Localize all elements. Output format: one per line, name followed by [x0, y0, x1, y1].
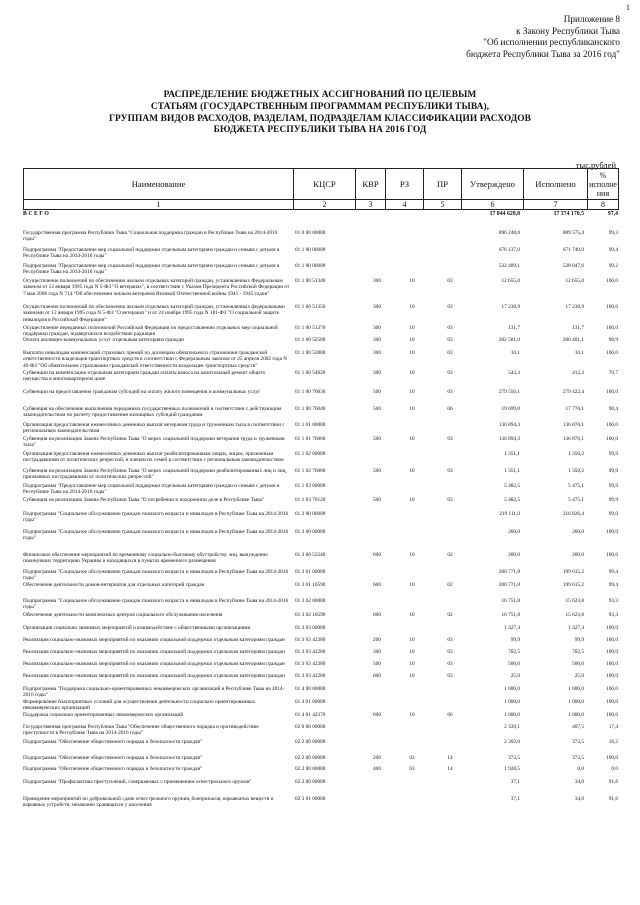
row-percent: 100,0	[606, 350, 618, 356]
row-kcsr: 02 2 00 00000	[295, 739, 326, 745]
row-executed: 0,0	[577, 766, 584, 772]
row-percent: 100,0	[606, 712, 618, 718]
row-percent: 99,9	[608, 451, 618, 457]
row-kcsr: 01 3 00 52240	[295, 552, 326, 558]
row-percent: 100,0	[606, 699, 618, 705]
row-kcsr: 01 3 01 10590	[295, 582, 326, 588]
row-kcsr: 01 3 03 42280	[295, 661, 326, 667]
row-approved: 2 302,0	[504, 739, 520, 745]
row-kvr: 200	[373, 637, 381, 643]
row-approved: 532 409,1	[498, 263, 520, 269]
row-name: Подпрограмма "Предоставление мер социальной поддержки отдельным категориям граждан и семьям с детьми в Республике Тыва на 2014-2016 годы"	[23, 483, 280, 496]
row-kcsr: 01 3 03 00000	[295, 625, 326, 631]
row-approved: 37,1	[510, 796, 520, 802]
row-approved: 136 894,3	[498, 436, 520, 442]
column-number: 3	[356, 200, 386, 210]
row-rz: 10	[409, 497, 415, 503]
row-executed: 1 350,2	[568, 451, 584, 457]
row-name: Обеспечение деятельности комплексных центров социального обслуживания населения	[23, 612, 223, 618]
row-name: Оплата жилищно-коммунальных услуг отдельным категориям граждан	[23, 337, 184, 343]
row-pr: 02	[447, 552, 453, 558]
row-kcsr: 01 1 00 51370	[295, 325, 326, 331]
row-pr: 03	[447, 637, 453, 643]
row-pr: 03	[447, 661, 453, 667]
row-percent: 100,0	[606, 755, 618, 761]
row-kvr: 500	[373, 436, 381, 442]
row-rz: 03	[409, 755, 415, 761]
row-kcsr: 01 3 00 00000	[295, 529, 326, 535]
row-executed: 373,5	[572, 739, 584, 745]
units-label: тыс.рублей	[575, 160, 616, 170]
row-executed: 216 826,4	[562, 511, 584, 517]
appendix-header	[466, 14, 620, 60]
appendix-line-3: "Об исполнении республиканского	[483, 37, 620, 47]
row-name: Подпрограмма "Обеспечение общественного порядка и безопасности граждан"	[23, 766, 203, 772]
row-rz: 10	[409, 350, 415, 356]
row-executed: 500,0	[572, 661, 584, 667]
document-title	[60, 90, 580, 137]
row-approved: 1 000,0	[504, 712, 520, 718]
row-name: Государственная программа Республики Тыва "Социальная поддержка граждан в Республике Тыва на 2014-2016 годы"	[23, 230, 278, 243]
row-percent: 99,3	[608, 230, 618, 236]
row-percent: 17,4	[608, 724, 618, 730]
row-name: Осуществление полномочий по обеспечению жильем отдельных категорий граждан, установленных федеральными законами от 12 января 1995 года N 5-ФЗ "О ветеранах" и от 24 ноября 1995 года N 181-ФЗ "О социальной защите инвалидов в Российской Федерации"	[23, 304, 285, 323]
row-kvr: 300	[373, 337, 381, 343]
row-rz: 10	[409, 582, 415, 588]
row-percent: 100,0	[606, 529, 618, 535]
row-kcsr: 01 1 03 00000	[295, 483, 326, 489]
row-name: Субвенция на реализацию Закона Республики Тыва "О мерах социальной поддержки ветеранов труда и тружеников тыла"	[23, 436, 285, 449]
row-pr: 03	[447, 673, 453, 679]
row-executed: 34,0	[574, 796, 584, 802]
row-executed: 1 000,0	[568, 712, 584, 718]
row-pr: 03	[447, 337, 453, 343]
row-percent: 99,4	[608, 247, 618, 253]
row-kvr: 600	[373, 552, 381, 558]
row-pr: 14	[447, 755, 453, 761]
row-percent: 99,4	[608, 569, 618, 575]
row-pr: 02	[447, 582, 453, 588]
row-rz: 10	[409, 612, 415, 618]
row-rz: 10	[409, 325, 415, 331]
row-name: Реализация социально-значимых мероприятий по оказанию социальной поддержки отдельным категориям граждан	[23, 637, 285, 643]
row-name: Организация предоставления ежемесячных денежных выплат ветеранам труда и труженикам тыла в соответствии с региональным законодательством	[23, 422, 285, 435]
row-name: Подпрограмма "Социальное обслуживание граждан пожилого возраста и инвалидов в Республике Тыва на 2014-2016 годы"	[23, 529, 289, 542]
row-pr: 03	[447, 350, 453, 356]
row-kvr: 600	[373, 612, 381, 618]
row-approved: 16 751,8	[501, 598, 520, 604]
page-number: 1	[626, 3, 630, 12]
appendix-line-4: бюджета Республики Тыва за 2016 год"	[466, 48, 620, 59]
row-kvr: 400	[373, 766, 381, 772]
row-approved: 19 699,0	[501, 406, 520, 412]
row-kcsr: 02 0 00 00000	[295, 724, 326, 730]
row-approved: 37,1	[510, 779, 520, 785]
row-name: Реализация социально-значимых мероприятий по оказанию социальной поддержки отдельным категориям граждан	[23, 673, 285, 679]
row-name: Подпрограмма "Поддержка социально-ориентированных некоммерческих организаций в Республике Тыва на 2014-2016 годы"	[23, 686, 285, 699]
row-kcsr: 01 0 00 00000	[295, 230, 326, 236]
row-pr: 03	[447, 278, 453, 284]
row-percent: 100,0	[606, 552, 618, 558]
header-kvr: КВР	[356, 169, 386, 200]
row-name: Подпрограмма "Социальное обслуживание граждан пожилого возраста и инвалидов в Республике Тыва на 2014-2016 годы"	[23, 511, 289, 524]
row-kcsr: 01 3 02 00000	[295, 598, 326, 604]
row-pr: 03	[447, 370, 453, 376]
row-name: Подпрограмма "Социальное обслуживание граждан пожилого возраста и инвалидов в Республике Тыва на 2014-2016 годы"	[23, 569, 289, 582]
row-executed: 889 575,4	[562, 230, 584, 236]
row-percent: 100,0	[606, 637, 618, 643]
row-kcsr: 01 4 01 00000	[295, 699, 326, 705]
row-approved: 200 771,8	[498, 569, 520, 575]
appendix-line-1: Приложение 8	[563, 14, 620, 24]
column-number: 1	[24, 200, 294, 210]
row-percent: 100,0	[606, 304, 618, 310]
row-executed: 25,0	[574, 673, 584, 679]
row-name: Государственная программа Республики Тыва "Обеспечение общественного порядка и противодействие преступности в Республике Тыва на 2014-2016 годы"	[23, 724, 259, 737]
row-name: Реализация социально-значимых мероприятий по оказанию социальной поддержки отдельным категориям граждан	[23, 649, 285, 655]
row-percent: 91,6	[608, 796, 618, 802]
row-executed: 34,0	[574, 779, 584, 785]
title-line-4: БЮДЖЕТА РЕСПУБЛИКИ ТЫВА НА 2016 ГОД	[213, 125, 427, 136]
row-rz: 10	[409, 406, 415, 412]
row-kcsr: 01 1 01 76060	[295, 436, 326, 442]
row-percent: 99,0	[608, 511, 618, 517]
row-kcsr: 01 1 00 51340	[295, 278, 326, 284]
row-kcsr: 01 1 00 76040	[295, 406, 326, 412]
row-percent: 100,0	[606, 673, 618, 679]
row-name: Подпрограмма "Предоставление мер социальной поддержки отдельным категориям граждан и семьям с детьми в Республике Тыва на 2014-2016 годы"	[23, 263, 280, 276]
row-approved: 1 351,1	[504, 468, 520, 474]
row-approved: 99,9	[510, 637, 520, 643]
row-approved: 1 327,4	[504, 625, 520, 631]
row-executed: 407,5	[572, 724, 584, 730]
row-kvr: 300	[373, 649, 381, 655]
row-name: Организация социально значимых мероприятий и взаимодействие с общественными организациями	[23, 625, 251, 631]
row-kvr: 500	[373, 661, 381, 667]
column-number: 7	[524, 200, 588, 210]
row-name: Подпрограмма "Обеспечение общественного порядка и безопасности граждан"	[23, 739, 203, 745]
row-percent: 91,6	[608, 779, 618, 785]
row-executed: 99,9	[574, 637, 584, 643]
row-rz: 10	[409, 370, 415, 376]
row-executed: 1 350,2	[568, 468, 584, 474]
row-percent: 100,0	[606, 649, 618, 655]
row-kcsr: 01 1 02 00000	[295, 451, 326, 457]
row-percent: 100,0	[606, 389, 618, 395]
row-executed: 373,5	[572, 755, 584, 761]
row-approved: 5 482,5	[504, 483, 520, 489]
row-kvr: 600	[373, 673, 381, 679]
row-approved: 5 482,5	[504, 497, 520, 503]
column-number: 2	[294, 200, 356, 210]
row-executed: 10,1	[574, 350, 584, 356]
row-percent: 93,3	[608, 598, 618, 604]
row-approved: 373,5	[508, 755, 520, 761]
row-kvr: 300	[373, 278, 381, 284]
row-pr: 03	[447, 325, 453, 331]
row-kcsr: 01 3 03 42280	[295, 637, 326, 643]
header-approved: Утверждено	[462, 169, 524, 200]
row-name: Организация предоставления ежемесячных денежных выплат реабилитированным лицам, лицам, признанным пострадавшими от политических репрессий, и членам их семей в соответствии с региональным законодательством	[23, 451, 284, 464]
row-kcsr: 01 4 01 42370	[295, 712, 326, 718]
row-kvr: 300	[373, 370, 381, 376]
row-percent: 99,9	[608, 468, 618, 474]
row-pr: 03	[447, 436, 453, 442]
row-percent: 99,9	[608, 497, 618, 503]
row-name: Поддержка социально ориентированных некоммерческих организаций	[23, 712, 184, 718]
row-executed: 12 655,0	[565, 278, 584, 284]
total-label: В С Е Г О	[23, 211, 49, 217]
row-approved: 676 137,0	[498, 247, 520, 253]
row-executed: 15 623,8	[565, 612, 584, 618]
row-executed: 17 238,9	[565, 304, 584, 310]
row-kvr: 600	[373, 712, 381, 718]
row-executed: 5 475,1	[568, 483, 584, 489]
row-percent: 98,9	[608, 337, 618, 343]
row-percent: 99,4	[608, 582, 618, 588]
row-name: Подпрограмма "Предоставление мер социальной поддержки отдельным категориям граждан и семьям с детьми в Республике Тыва на 2014-2016 годы"	[23, 247, 280, 260]
row-name: Подпрограмма "Обеспечение общественного порядка и безопасности граждан"	[23, 755, 203, 761]
row-name: Реализация социально-значимых мероприятий по оказанию социальной поддержки отдельным категориям граждан	[23, 661, 285, 667]
row-executed: 1 000,0	[568, 686, 584, 692]
column-number: 4	[386, 200, 424, 210]
row-approved: 131,7	[508, 325, 520, 331]
row-name: Осуществление переданных полномочий Российской Федерации по предоставлению отдельных мер социальной поддержки граждан, подвергшихся воздействию радиации	[23, 325, 278, 338]
row-approved: 2 339,1	[504, 724, 520, 730]
row-pr: 03	[447, 468, 453, 474]
row-percent: 100,0	[606, 436, 618, 442]
title-line-1: РАСПРЕДЕЛЕНИЕ БЮДЖЕТНЫХ АССИГНОВАНИЙ ПО ЦЕЛЕВЫМ	[163, 90, 477, 100]
row-kcsr: 01 1 00 00000	[295, 247, 326, 253]
title-line-3: ГРУППАМ ВИДОВ РАСХОДОВ, РАЗДЕЛАМ, ПОДРАЗДЕЛАМ КЛАССИФИКАЦИИ РАСХОДОВ	[108, 113, 532, 124]
row-executed: 17 776,1	[565, 406, 584, 412]
header-pr: ПР	[424, 169, 462, 200]
row-rz: 10	[409, 649, 415, 655]
row-kcsr: 01 1 01 00000	[295, 422, 326, 428]
row-executed: 199 615,2	[562, 569, 584, 575]
total-approved: 17 844 629,8	[489, 211, 520, 217]
row-approved: 10,1	[510, 350, 520, 356]
row-kcsr: 02 2 00 00000	[295, 755, 326, 761]
column-number: 6	[462, 200, 524, 210]
row-kvr: 500	[373, 406, 381, 412]
row-name: Подпрограмма "Социальное обслуживание граждан пожилого возраста и инвалидов в Республике Тыва на 2014-2016 годы"	[23, 598, 289, 611]
row-approved: 202 581,0	[498, 337, 520, 343]
row-approved: 219 111,0	[499, 511, 520, 517]
appendix-line-2: к Закону Республики Тыва	[516, 25, 620, 36]
row-pr: 02	[447, 612, 453, 618]
row-kcsr: 01 1 00 51350	[295, 304, 326, 310]
row-kvr: 500	[373, 468, 381, 474]
row-pr: 14	[447, 766, 453, 772]
row-executed: 136 876,1	[562, 436, 584, 442]
row-rz: 10	[409, 278, 415, 284]
row-approved: 279 550,1	[498, 389, 520, 395]
row-name: Проведение мероприятий по добровольной сдаче огнестрельного оружия, боеприпасов, взрывчатых веществ и взрывных устройств, незаконно хранящихся у населения	[23, 796, 274, 809]
row-rz: 10	[409, 389, 415, 395]
row-approved: 260,0	[508, 552, 520, 558]
row-kcsr: 01 1 00 76030	[295, 389, 326, 395]
row-name: Финансовое обеспечение мероприятий по временному социально-бытовому обустройству лиц, вынужденно покинувших территорию Украины и находящихся в пунктах временного размещения	[23, 552, 268, 565]
row-approved: 136 894,3	[498, 422, 520, 428]
row-percent: 70,7	[608, 370, 618, 376]
row-pr: 03	[447, 497, 453, 503]
row-kvr: 500	[373, 497, 381, 503]
row-kcsr: 01 1 02 76080	[295, 468, 326, 474]
row-executed: 260,0	[572, 529, 584, 535]
column-number: 5	[424, 200, 462, 210]
row-percent: 100,0	[606, 686, 618, 692]
row-executed: 260,0	[572, 552, 584, 558]
row-approved: 16 751,8	[501, 612, 520, 618]
row-approved: 543,3	[508, 370, 520, 376]
row-executed: 1 000,0	[568, 699, 584, 705]
row-approved: 200 771,8	[498, 582, 520, 588]
row-percent: 90,4	[608, 406, 618, 412]
row-approved: 1 000,0	[504, 686, 520, 692]
row-kcsr: 02 3 00 00000	[295, 779, 326, 785]
row-kvr: 300	[373, 304, 381, 310]
row-kcsr: 01 1 00 52500	[295, 337, 326, 343]
row-pr: 03	[447, 389, 453, 395]
row-executed: 199 615,2	[562, 582, 584, 588]
row-approved: 260,0	[508, 529, 520, 535]
row-approved: 1 351,1	[504, 451, 520, 457]
row-kcsr: 01 3 02 10590	[295, 612, 326, 618]
row-pr: 03	[447, 649, 453, 655]
row-kcsr: 01 3 00 00000	[295, 511, 326, 517]
row-rz: 10	[409, 673, 415, 679]
row-kcsr: 01 1 00 54620	[295, 370, 326, 376]
row-name: Формирование благоприятных условий для осуществления деятельности социально ориентированных некоммерческих организаций	[23, 699, 256, 712]
row-approved: 702,5	[508, 649, 520, 655]
row-executed: 136 876,1	[562, 422, 584, 428]
row-name: Субвенции на компенсацию отдельным категориям граждан оплаты взноса на капитальный ремонт общего имущества в многоквартирном доме	[23, 370, 266, 383]
row-percent: 93,3	[608, 612, 618, 618]
row-executed: 5 475,1	[568, 497, 584, 503]
row-rz: 10	[409, 468, 415, 474]
row-approved: 896 248,0	[498, 230, 520, 236]
row-rz: 10	[409, 637, 415, 643]
row-kvr: 300	[373, 350, 381, 356]
row-kcsr: 01 3 03 42280	[295, 673, 326, 679]
header-percent: % исполне ния	[589, 170, 617, 198]
row-rz: 03	[409, 766, 415, 772]
row-kcsr: 01 1 03 76120	[295, 497, 326, 503]
row-executed: 1 327,4	[568, 625, 584, 631]
row-executed: 528 047,6	[562, 263, 584, 269]
row-executed: 671 749,0	[562, 247, 584, 253]
row-rz: 10	[409, 552, 415, 558]
row-approved: 1 000,0	[504, 699, 520, 705]
row-kcsr: 01 1 00 52800	[295, 350, 326, 356]
row-percent: 16,2	[608, 739, 618, 745]
header-kcsr: КЦСР	[294, 169, 356, 200]
row-rz: 10	[409, 712, 415, 718]
row-name: Субвенции на предоставление гражданам субсидий на оплату жилого помещения и коммунальных услуг	[23, 389, 261, 395]
row-kcsr: 02 3 01 00000	[295, 796, 326, 802]
total-percent: 97,4	[607, 211, 618, 217]
row-kcsr: 01 3 03 42280	[295, 649, 326, 655]
row-kcsr: 01 3 01 00000	[295, 569, 326, 575]
row-name: Осуществление полномочий по обеспечению жильем отдельных категорий граждан, установленных Федеральным законом от 12 января 1995 года N 5-ФЗ "О ветеранах", в соответствии с Указом Президента Российской Федерации от 7 мая 2008 года N 714 "Об обеспечении жильем ветеранов Великой Отечественной войны 1941 - 1945 годов"	[23, 278, 290, 297]
row-executed: 131,7	[572, 325, 584, 331]
row-kvr: 500	[373, 389, 381, 395]
row-approved: 17 238,9	[501, 304, 520, 310]
total-executed: 17 374 170,5	[553, 211, 584, 217]
row-pr: 03	[447, 304, 453, 310]
row-percent: 99,9	[608, 483, 618, 489]
row-executed: 702,5	[572, 649, 584, 655]
title-line-2: СТАТЬЯМ (ГОСУДАРСТВЕННЫМ ПРОГРАММАМ РЕСПУБЛИКИ ТЫВА),	[150, 101, 490, 112]
header-name: Наименование	[24, 169, 294, 200]
row-name: Обеспечение деятельности домов-интернатов для отдельных категорий граждан	[23, 582, 205, 588]
row-percent: 100,0	[606, 661, 618, 667]
row-percent: 99,2	[608, 263, 618, 269]
row-pr: 06	[447, 712, 453, 718]
row-approved: 1 928,5	[504, 766, 520, 772]
header-executed: Исполнено	[524, 169, 588, 200]
row-kcsr: 02 2 00 00000	[295, 766, 326, 772]
header-rz: РЗ	[386, 169, 424, 200]
row-name: Субвенция на реализацию Закона Республики Тыва "О мерах социальной поддержки реабилитированных лиц и лиц, признанных пострадавшими от политических репрессий"	[23, 468, 287, 481]
row-kvr: 200	[373, 755, 381, 761]
row-kcsr: 01 4 00 00000	[295, 686, 326, 692]
row-executed: 279 422,4	[562, 389, 584, 395]
row-rz: 10	[409, 337, 415, 343]
row-pr: 06	[447, 406, 453, 412]
row-kvr: 600	[373, 582, 381, 588]
row-approved: 12 655,0	[501, 278, 520, 284]
row-percent: 100,0	[606, 422, 618, 428]
row-approved: 25,0	[510, 673, 520, 679]
row-name: Субвенция на реализацию Закона Республики Тыва "О погребении и похоронном деле в Республике Тыва"	[23, 497, 265, 503]
table-header	[23, 168, 619, 210]
row-name: Выплаты инвалидам компенсаций страховых премий по договорам обязательного страхования гражданской ответственности владельцев транспортных средств в соответствии с Федеральным законом от 25 апреля 2002 года N 40-ФЗ "Об обязательном страховании гражданской ответственности владельцев транспортных средств"	[23, 350, 288, 369]
column-number: 8	[588, 200, 619, 210]
row-approved: 500,0	[508, 661, 520, 667]
row-percent: 100,0	[606, 625, 618, 631]
row-percent: 100,0	[606, 278, 618, 284]
row-name: Подпрограмма "Профилактика преступлений, совершаемых с применением огнестрельного оружия"	[23, 779, 252, 785]
row-executed: 412,3	[572, 370, 584, 376]
row-percent: 100,0	[606, 325, 618, 331]
row-rz: 10	[409, 304, 415, 310]
row-rz: 10	[409, 661, 415, 667]
row-rz: 10	[409, 436, 415, 442]
row-kcsr: 01 1 00 00000	[295, 263, 326, 269]
row-executed: 200 401,1	[562, 337, 584, 343]
row-executed: 15 623,8	[565, 598, 584, 604]
row-name: Субвенция на обеспечение выполнения переданных государственных полномочий в соответствии с действующим законодательством по расчету предоставления жилищных субсидий гражданам	[23, 406, 282, 419]
row-kvr: 300	[373, 325, 381, 331]
row-percent: 0,0	[611, 766, 618, 772]
